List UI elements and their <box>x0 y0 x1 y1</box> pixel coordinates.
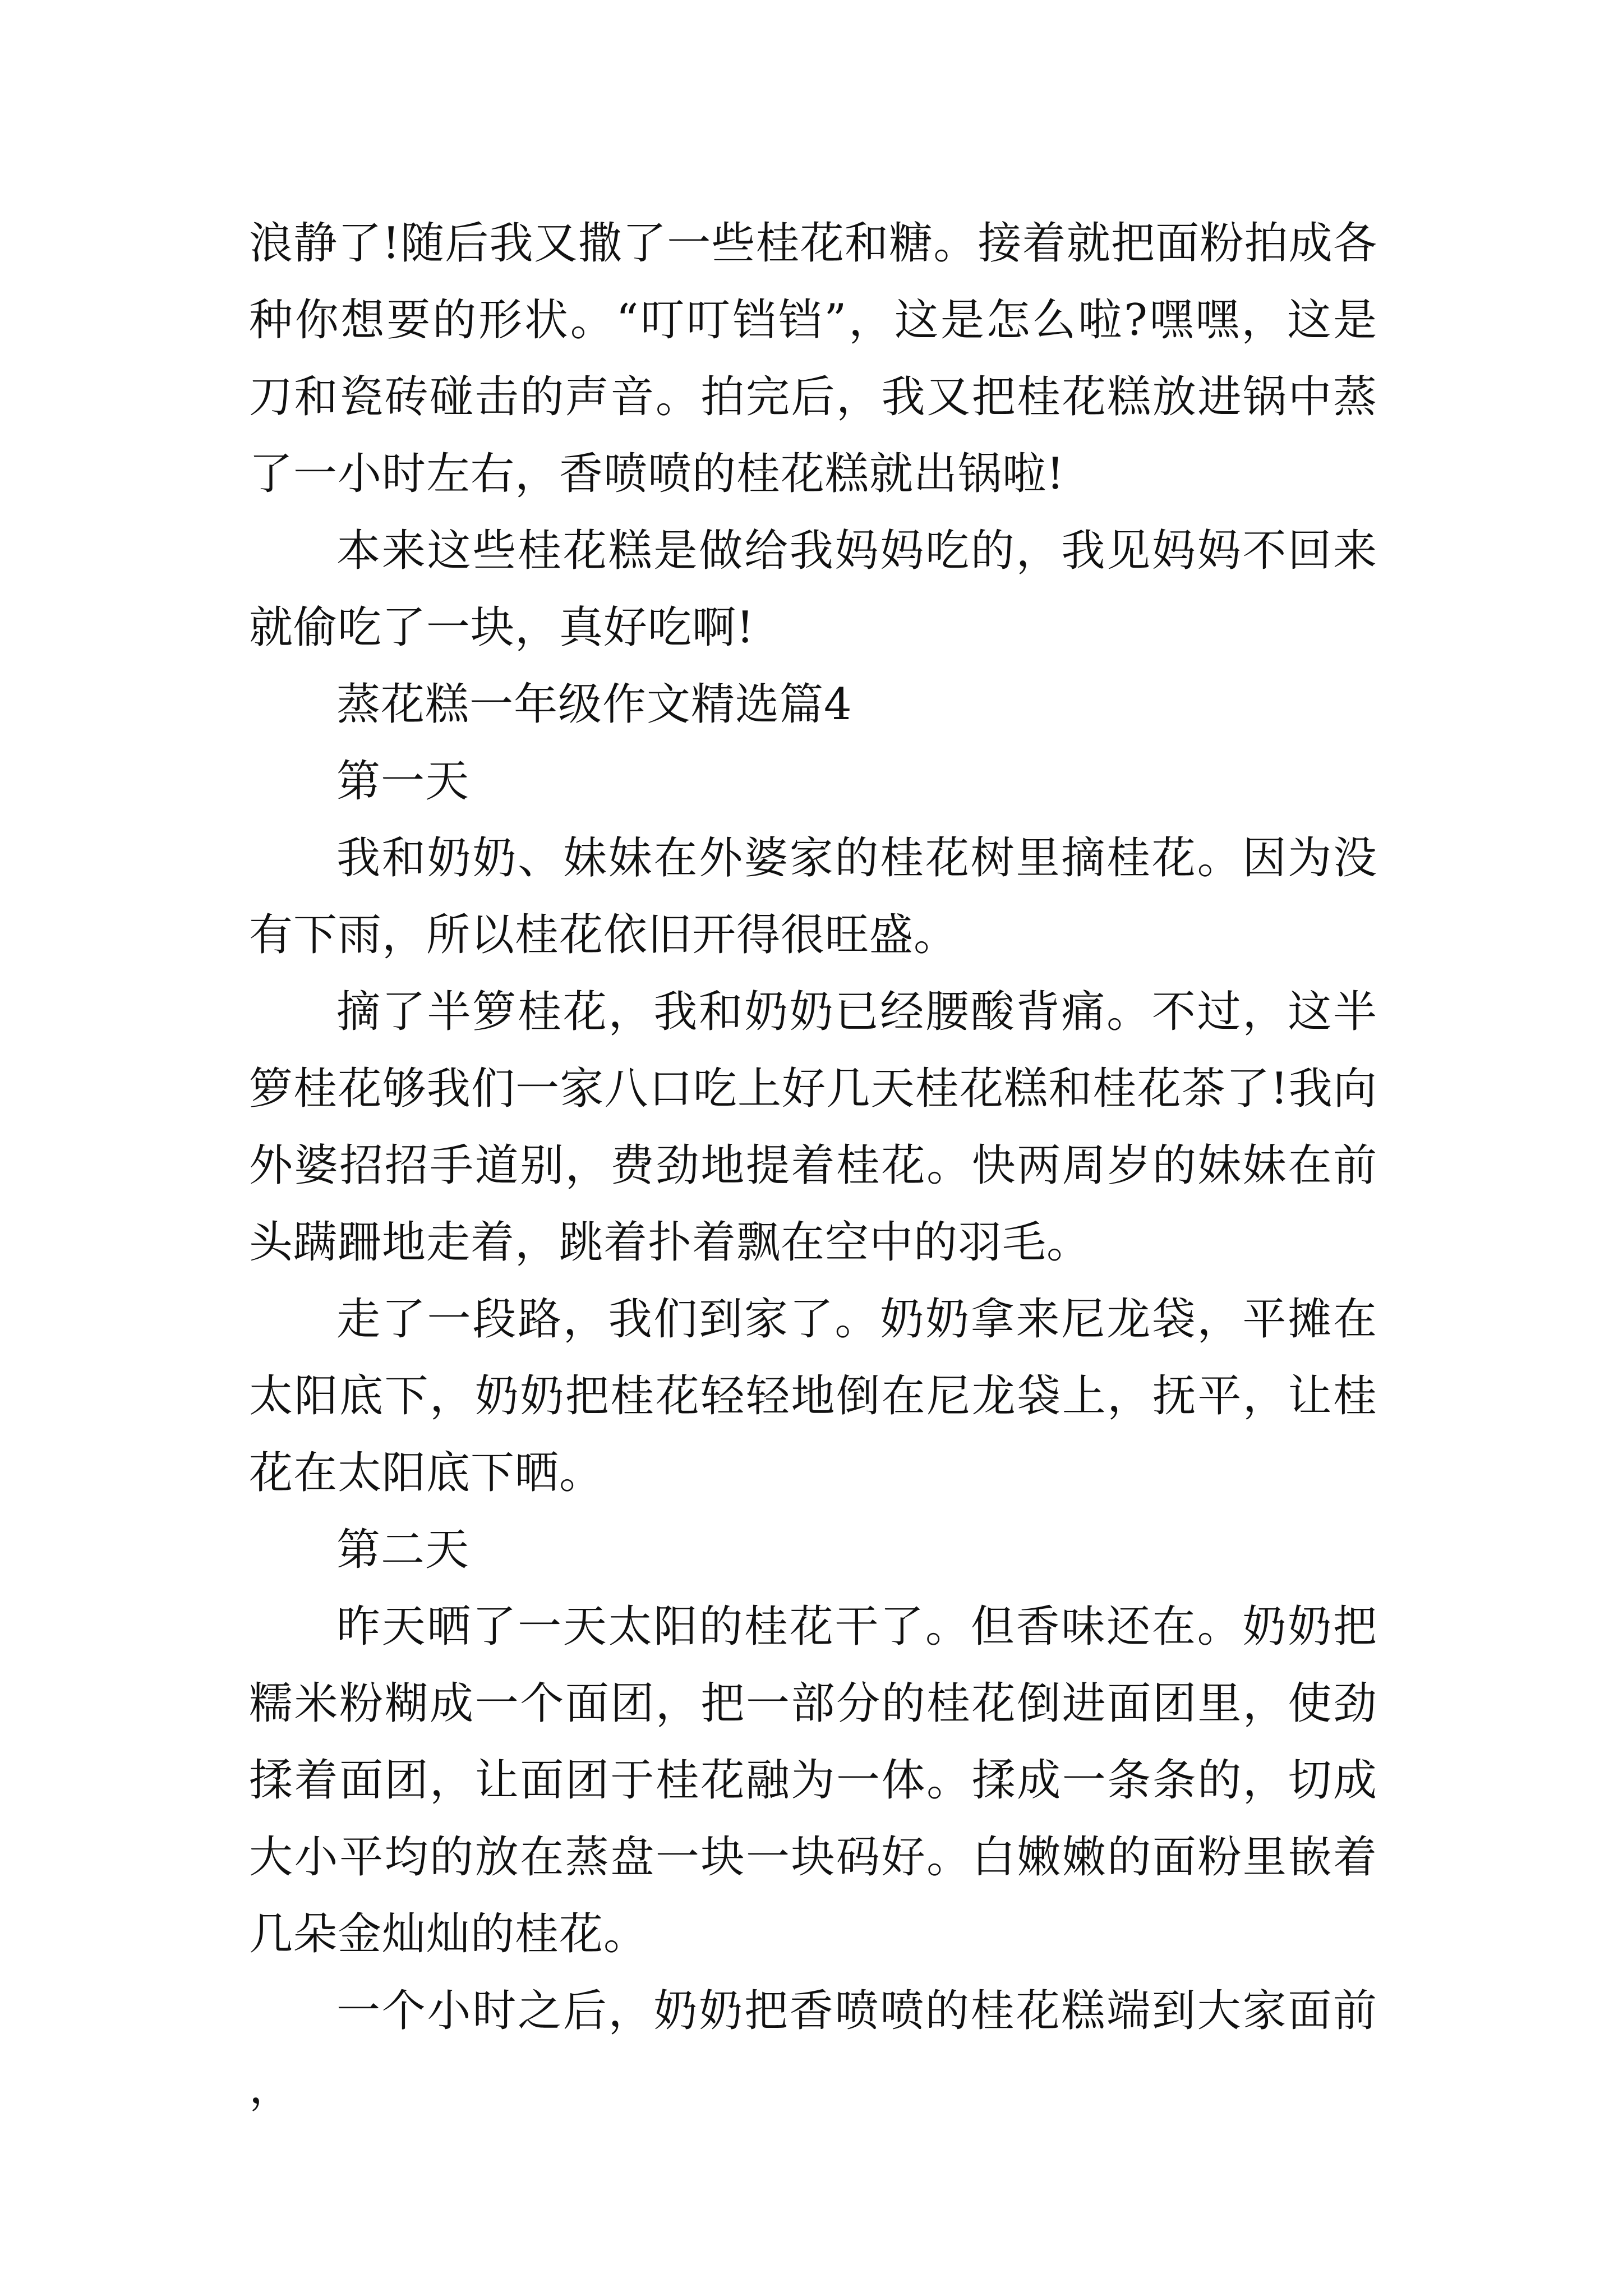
paragraph: 走了一段路，我们到家了。奶奶拿来尼龙袋，平摊在太阳底下，奶奶把桂花轻轻地倒在尼龙袋上，抚平，让桂花在太阳底下晒。 <box>249 1294 1377 1498</box>
paragraph: 昨天晒了一天太阳的桂花干了。但香味还在。奶奶把糯米粉糊成一个面团，把一部分的桂花倒进面团里，使劲揉着面团，让面团于桂花融为一体。揉成一条条的，切成大小平均的放在蒸盘一块一块码好。白嫩嫩的面粉里嵌着几朵金灿灿的桂花。 <box>249 1602 1377 1959</box>
day-heading: 第一天 <box>336 756 470 807</box>
day-heading: 第二天 <box>336 1525 470 1575</box>
paragraph: 我和奶奶、妹妹在外婆家的桂花树里摘桂花。因为没有下雨，所以桂花依旧开得很旺盛。 <box>249 833 1377 960</box>
essay-heading: 蒸花糕一年级作文精选篇4 <box>336 679 852 730</box>
document-body <box>249 205 1377 2127</box>
paragraph: 摘了半箩桂花，我和奶奶已经腰酸背痛。不过，这半箩桂花够我们一家八口吃上好几天桂花糕和桂花茶了!我向外婆招招手道别，费劲地提着桂花。快两周岁的妹妹在前头蹒跚地走着，跳着扑着飘在空中的羽毛。 <box>249 987 1377 1268</box>
paragraph: 一个小时之后，奶奶把香喷喷的桂花糕端到大家面前， <box>249 1986 1377 2113</box>
paragraph-continued: 浪静了!随后我又撒了一些桂花和糖。接着就把面粉拍成各种你想要的形状。“叮叮铛铛”，这是怎么啦?嘿嘿，这是刀和瓷砖碰击的声音。拍完后，我又把桂花糕放进锅中蒸了一小时左右，香喷喷的桂花糕就出锅啦! <box>249 218 1377 499</box>
paragraph: 本来这些桂花糕是做给我妈妈吃的，我见妈妈不回来就偷吃了一块，真好吃啊! <box>249 526 1377 653</box>
